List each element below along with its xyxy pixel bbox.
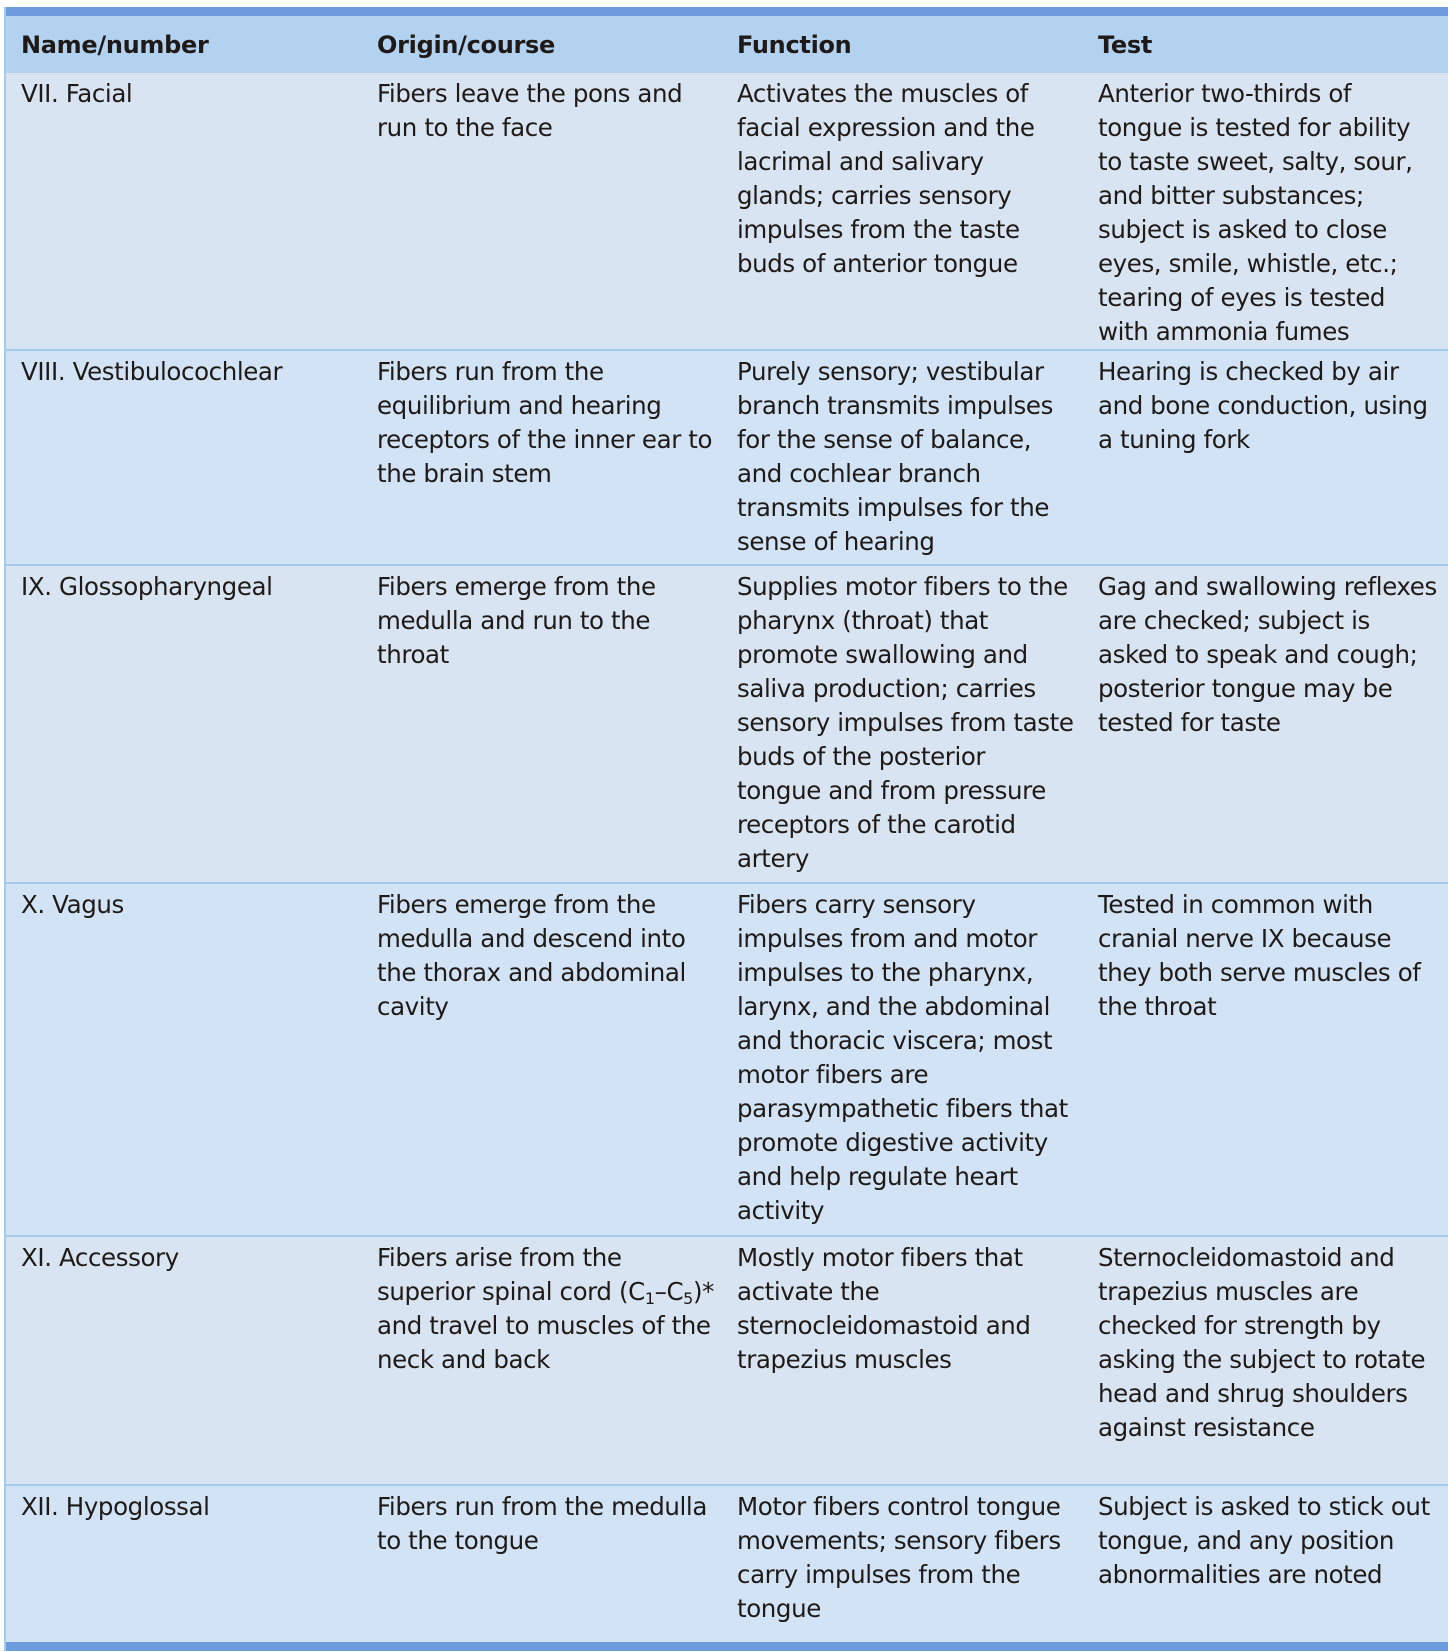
cell-function: Supplies motor fibers to the pharynx (throat) that promote swallowing and saliva production; carries sensory impulses from taste buds of the posterior tongue and from pressure receptors of the carotid artery bbox=[722, 565, 1083, 883]
subscript: 1 bbox=[644, 1289, 655, 1308]
table-top-rule bbox=[6, 7, 1448, 16]
origin-text: )* and travel to muscles of the neck and back bbox=[377, 1277, 714, 1374]
table-bottom-rule bbox=[6, 1642, 1448, 1651]
cranial-nerves-table bbox=[4, 7, 1448, 1651]
header-name-number: Name/number bbox=[6, 16, 362, 73]
cell-origin: Fibers run from the medulla to the tongue bbox=[362, 1485, 722, 1642]
header-function: Function bbox=[722, 16, 1083, 73]
cell-origin: Fibers emerge from the medulla and run to the throat bbox=[362, 565, 722, 883]
cell-origin bbox=[362, 1236, 722, 1485]
cell-test: Sternocleidomastoid and trapezius muscles are checked for strength by asking the subject to rotate head and shrug shoulders against resistance bbox=[1083, 1236, 1448, 1485]
cell-name: IX. Glossopharyngeal bbox=[6, 565, 362, 883]
header-origin-course: Origin/course bbox=[362, 16, 722, 73]
header-test: Test bbox=[1083, 16, 1448, 73]
cell-name: VII. Facial bbox=[6, 73, 362, 350]
cell-name: X. Vagus bbox=[6, 883, 362, 1236]
table bbox=[6, 16, 1448, 1642]
cell-test: Subject is asked to stick out tongue, and any position abnormalities are noted bbox=[1083, 1485, 1448, 1642]
table-row bbox=[6, 883, 1448, 1236]
header-row bbox=[6, 16, 1448, 73]
cell-test: Hearing is checked by air and bone conduction, using a tuning fork bbox=[1083, 350, 1448, 565]
origin-text: Fibers arise from the superior spinal cord (C bbox=[377, 1243, 645, 1306]
cell-name: XII. Hypoglossal bbox=[6, 1485, 362, 1642]
cell-function: Activates the muscles of facial expression and the lacrimal and salivary glands; carries sensory impulses from the taste buds of anterior tongue bbox=[722, 73, 1083, 350]
table-row bbox=[6, 565, 1448, 883]
cell-function: Purely sensory; vestibular branch transmits impulses for the sense of balance, and cochlear branch transmits impulses for the sense of hearing bbox=[722, 350, 1083, 565]
origin-text: –C bbox=[654, 1277, 684, 1306]
cell-function: Fibers carry sensory impulses from and motor impulses to the pharynx, larynx, and the abdominal and thoracic viscera; most motor fibers are parasympathetic fibers that promote digestive activity and help regulate heart activity bbox=[722, 883, 1083, 1236]
cell-name: VIII. Vestibulocochlear bbox=[6, 350, 362, 565]
cell-test: Anterior two-thirds of tongue is tested for ability to taste sweet, salty, sour, and bitter substances; subject is asked to close eyes, smile, whistle, etc.; tearing of eyes is tested with ammonia fumes bbox=[1083, 73, 1448, 350]
cell-origin: Fibers leave the pons and run to the face bbox=[362, 73, 722, 350]
cell-test: Gag and swallowing reflexes are checked; subject is asked to speak and cough; posterior tongue may be tested for taste bbox=[1083, 565, 1448, 883]
cell-function: Motor fibers control tongue movements; sensory fibers carry impulses from the tongue bbox=[722, 1485, 1083, 1642]
cell-name: XI. Accessory bbox=[6, 1236, 362, 1485]
subscript: 5 bbox=[683, 1289, 693, 1308]
cell-origin: Fibers run from the equilibrium and hearing receptors of the inner ear to the brain stem bbox=[362, 350, 722, 565]
cell-origin: Fibers emerge from the medulla and descend into the thorax and abdominal cavity bbox=[362, 883, 722, 1236]
table-row bbox=[6, 73, 1448, 350]
cell-test: Tested in common with cranial nerve IX because they both serve muscles of the throat bbox=[1083, 883, 1448, 1236]
cell-function: Mostly motor fibers that activate the sternocleidomastoid and trapezius muscles bbox=[722, 1236, 1083, 1485]
table-row bbox=[6, 350, 1448, 565]
table-row bbox=[6, 1236, 1448, 1485]
table-row bbox=[6, 1485, 1448, 1642]
